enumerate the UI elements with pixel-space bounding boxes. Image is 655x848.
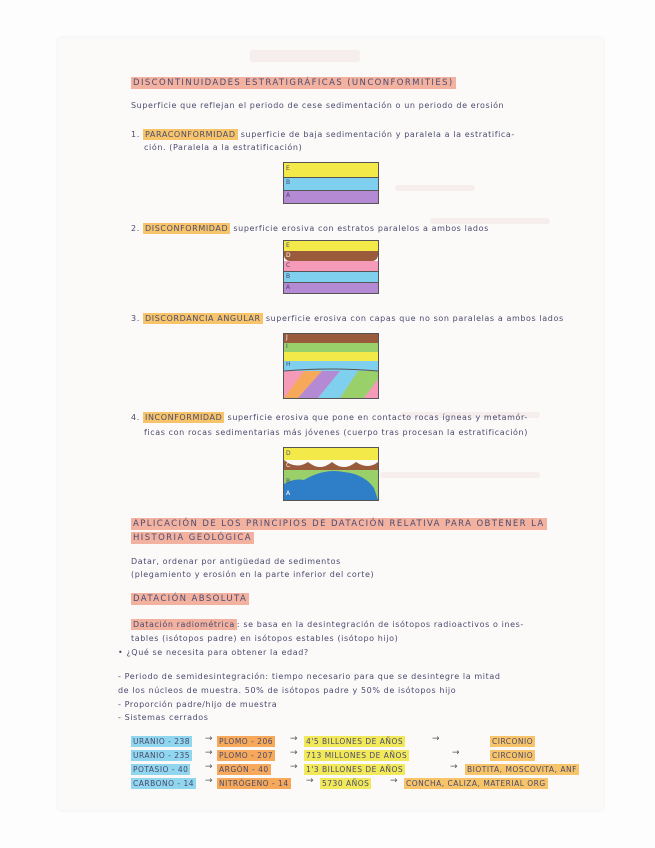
- item1-line2: ción. (Paralela a la estratificación): [144, 143, 303, 152]
- arrow-icon: →: [290, 748, 298, 758]
- arrow-icon: →: [290, 762, 298, 772]
- bullet-1: - Periodo de semidesintegración: tiempo necesario para que se desintegre la mitad: [118, 672, 501, 681]
- table-cell-mineral: CIRCONIO: [492, 751, 534, 760]
- layer-label: C: [286, 262, 291, 269]
- table-cell-mineral: CONCHA, CALIZA, MATERIAL ORG: [406, 779, 546, 788]
- arrow-icon: →: [432, 734, 440, 744]
- table-cell-daughter: PLOMO - 207: [219, 751, 274, 760]
- table-row: POTASIO - 40: [133, 765, 189, 774]
- bullet-1-cont: de los núcleos de muestra. 50% de isótopos padre y 50% de isótopos hijo: [118, 686, 457, 695]
- layer-label: I: [286, 343, 288, 350]
- layer-label: A: [286, 192, 291, 199]
- arrow-icon: →: [452, 748, 460, 758]
- arrow-icon: →: [390, 776, 398, 786]
- layer-label: B: [286, 273, 291, 280]
- table-cell-daughter: NITRÓGENO - 14: [219, 779, 289, 788]
- arrow-icon: →: [205, 748, 213, 758]
- angular-unconformity-diagram: [283, 333, 379, 399]
- arrow-icon: →: [205, 762, 213, 772]
- table-cell-time: 5730 AÑOS: [322, 779, 370, 788]
- faint-header-bleed: [250, 50, 360, 62]
- nonconformity-diagram: [283, 447, 379, 501]
- layer-label: C: [286, 462, 291, 469]
- section2-title2: HISTORIA GEOLÓGICA: [133, 533, 252, 543]
- section2-line2: (plegamiento y erosión en la parte inferior del corte): [131, 570, 375, 579]
- table-cell-daughter: ARGÓN - 40: [219, 765, 269, 774]
- layer-label: A: [286, 284, 291, 291]
- table-row: CARBONO - 14: [133, 779, 195, 788]
- section3-question: • ¿Qué se necesita para obtener la edad?: [118, 648, 309, 657]
- item2-line1: 2. DISCONFORMIDAD superficie erosiva con estratos paralelos a ambos lados: [131, 224, 489, 233]
- table-row: URANIO - 238: [133, 737, 191, 746]
- arrow-icon: →: [306, 776, 314, 786]
- layer-label: B: [286, 478, 291, 485]
- angular-unconformity-svg: [284, 334, 378, 398]
- section3-p1: Datación radiométrica : se basa en la desintegración de isótopos radioactivos o ines-: [133, 620, 524, 629]
- layer-label: E: [286, 242, 290, 249]
- bullet-3: - Sistemas cerrados: [118, 713, 209, 722]
- item4-line2: ficas con rocas sedimentarias más jóvenes (cuerpo tras procesan la estratificación): [144, 428, 528, 437]
- table-cell-daughter: PLOMO - 206: [219, 737, 274, 746]
- layer-label: A: [286, 490, 291, 497]
- table-cell-time: 713 MILLONES DE AÑOS: [306, 751, 408, 760]
- layer-label: B: [286, 179, 291, 186]
- section1-intro: Superficie que reflejan el periodo de cese sedimentación o un periodo de erosión: [131, 101, 505, 110]
- table-cell-mineral: CIRCONIO: [492, 737, 534, 746]
- paraconformity-diagram: [283, 162, 379, 204]
- item3-line1: 3. DISCORDANCIA ANGULAR superficie erosiva con capas que no son paralelas a ambos lados: [131, 314, 564, 323]
- item4-line1: 4. INCONFORMIDAD superficie erosiva que pone en contacto rocas ígneas y metamór-: [131, 413, 528, 422]
- arrow-icon: →: [290, 734, 298, 744]
- section3-p1-line2: tables (isótopos padre) en isótopos estables (isótopo hijo): [131, 634, 399, 643]
- arrow-icon: →: [450, 762, 458, 772]
- layer-label: J: [286, 334, 288, 341]
- arrow-icon: →: [205, 776, 213, 786]
- faint-line: [395, 185, 475, 191]
- section2-line1: Datar, ordenar por antigüedad de sedimentos: [131, 557, 341, 566]
- layer-label: D: [286, 252, 291, 259]
- section2-title: APLICACIÓN DE LOS PRINCIPIOS DE DATACIÓN RELATIVA PARA OBTENER LA: [133, 519, 545, 529]
- table-cell-time: 1'3 BILLONES DE AÑOS: [306, 765, 404, 774]
- faint-line: [380, 472, 540, 478]
- item1-line1: 1. PARACONFORMIDAD superficie de baja sedimentación y paralela a la estratifica-: [131, 130, 515, 139]
- layer-label: D: [286, 450, 291, 457]
- layer-label: E: [286, 165, 290, 172]
- section3-title: DATACIÓN ABSOLUTA: [133, 594, 248, 604]
- table-cell-time: 4'5 BILLONES DE AÑOS: [306, 737, 404, 746]
- nonconformity-svg: [284, 448, 378, 500]
- arrow-icon: →: [205, 734, 213, 744]
- table-row: URANIO - 235: [133, 751, 191, 760]
- disconformity-diagram: [283, 240, 379, 294]
- section1-title: DISCONTINUIDADES ESTRATIGRÁFICAS (UNCONFORMITIES): [133, 78, 454, 88]
- table-cell-mineral: BIOTITA, MOSCOVITA, ANF: [467, 765, 577, 774]
- layer-label: H: [286, 361, 291, 368]
- bullet-2: - Proporción padre/hijo de muestra: [118, 700, 278, 709]
